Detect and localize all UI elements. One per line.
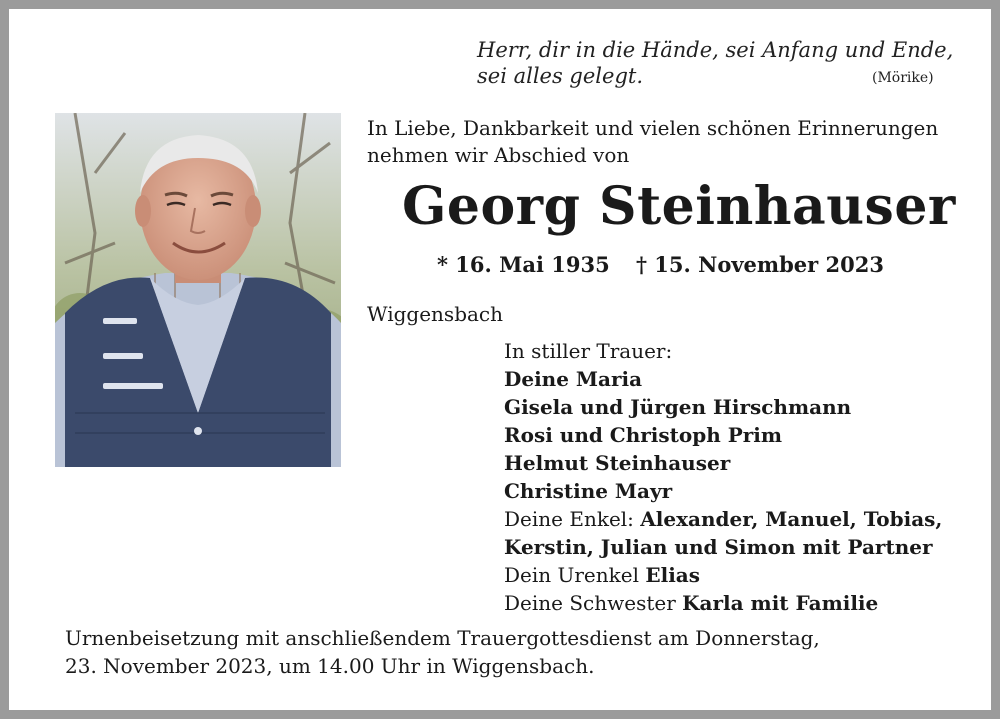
intro-line-1: In Liebe, Dankbarkeit und vielen schönen Erinnerungen	[367, 116, 939, 140]
motto-source: (Mörike)	[872, 70, 934, 86]
mourner-name: Gisela und Jürgen Hirschmann	[504, 395, 852, 419]
motto-line-1: Herr, dir in die Hände, sei Anfang und Ende,	[477, 38, 954, 62]
birth-date: * 16. Mai 1935	[437, 252, 610, 277]
mourner-name: Deine Maria	[504, 367, 643, 391]
great-grandchild-name: Elias	[645, 563, 701, 587]
sister-label: Deine Schwester	[504, 591, 676, 615]
portrait-photo	[55, 113, 341, 467]
mourners-heading: In stiller Trauer:	[504, 339, 673, 363]
grandchildren-label: Deine Enkel:	[504, 507, 634, 531]
intro-line-2: nehmen wir Abschied von	[367, 143, 630, 167]
death-date: † 15. November 2023	[636, 252, 884, 277]
grandchildren-names-cont: Kerstin, Julian und Simon mit Partner	[504, 535, 933, 559]
mourner-name: Rosi und Christoph Prim	[504, 423, 783, 447]
residence: Wiggensbach	[367, 302, 503, 326]
great-grandchild-label: Dein Urenkel	[504, 563, 639, 587]
mourners-list	[504, 337, 942, 617]
grandchildren-names: Alexander, Manuel, Tobias,	[640, 507, 943, 531]
motto-line-2: sei alles gelegt.	[477, 64, 644, 88]
funeral-line-2: 23. November 2023, um 14.00 Uhr in Wiggensbach.	[65, 654, 595, 678]
funeral-line-1: Urnenbeisetzung mit anschließendem Trauergottesdienst am Donnerstag,	[65, 626, 820, 650]
sister-name: Karla mit Familie	[682, 591, 879, 615]
great-grandchild-line	[504, 561, 942, 589]
mourner-name: Christine Mayr	[504, 479, 673, 503]
mourner-name: Helmut Steinhauser	[504, 451, 731, 475]
grandchildren-line	[504, 505, 942, 533]
sister-line	[504, 589, 942, 617]
deceased-name: Georg Steinhauser	[402, 176, 956, 237]
